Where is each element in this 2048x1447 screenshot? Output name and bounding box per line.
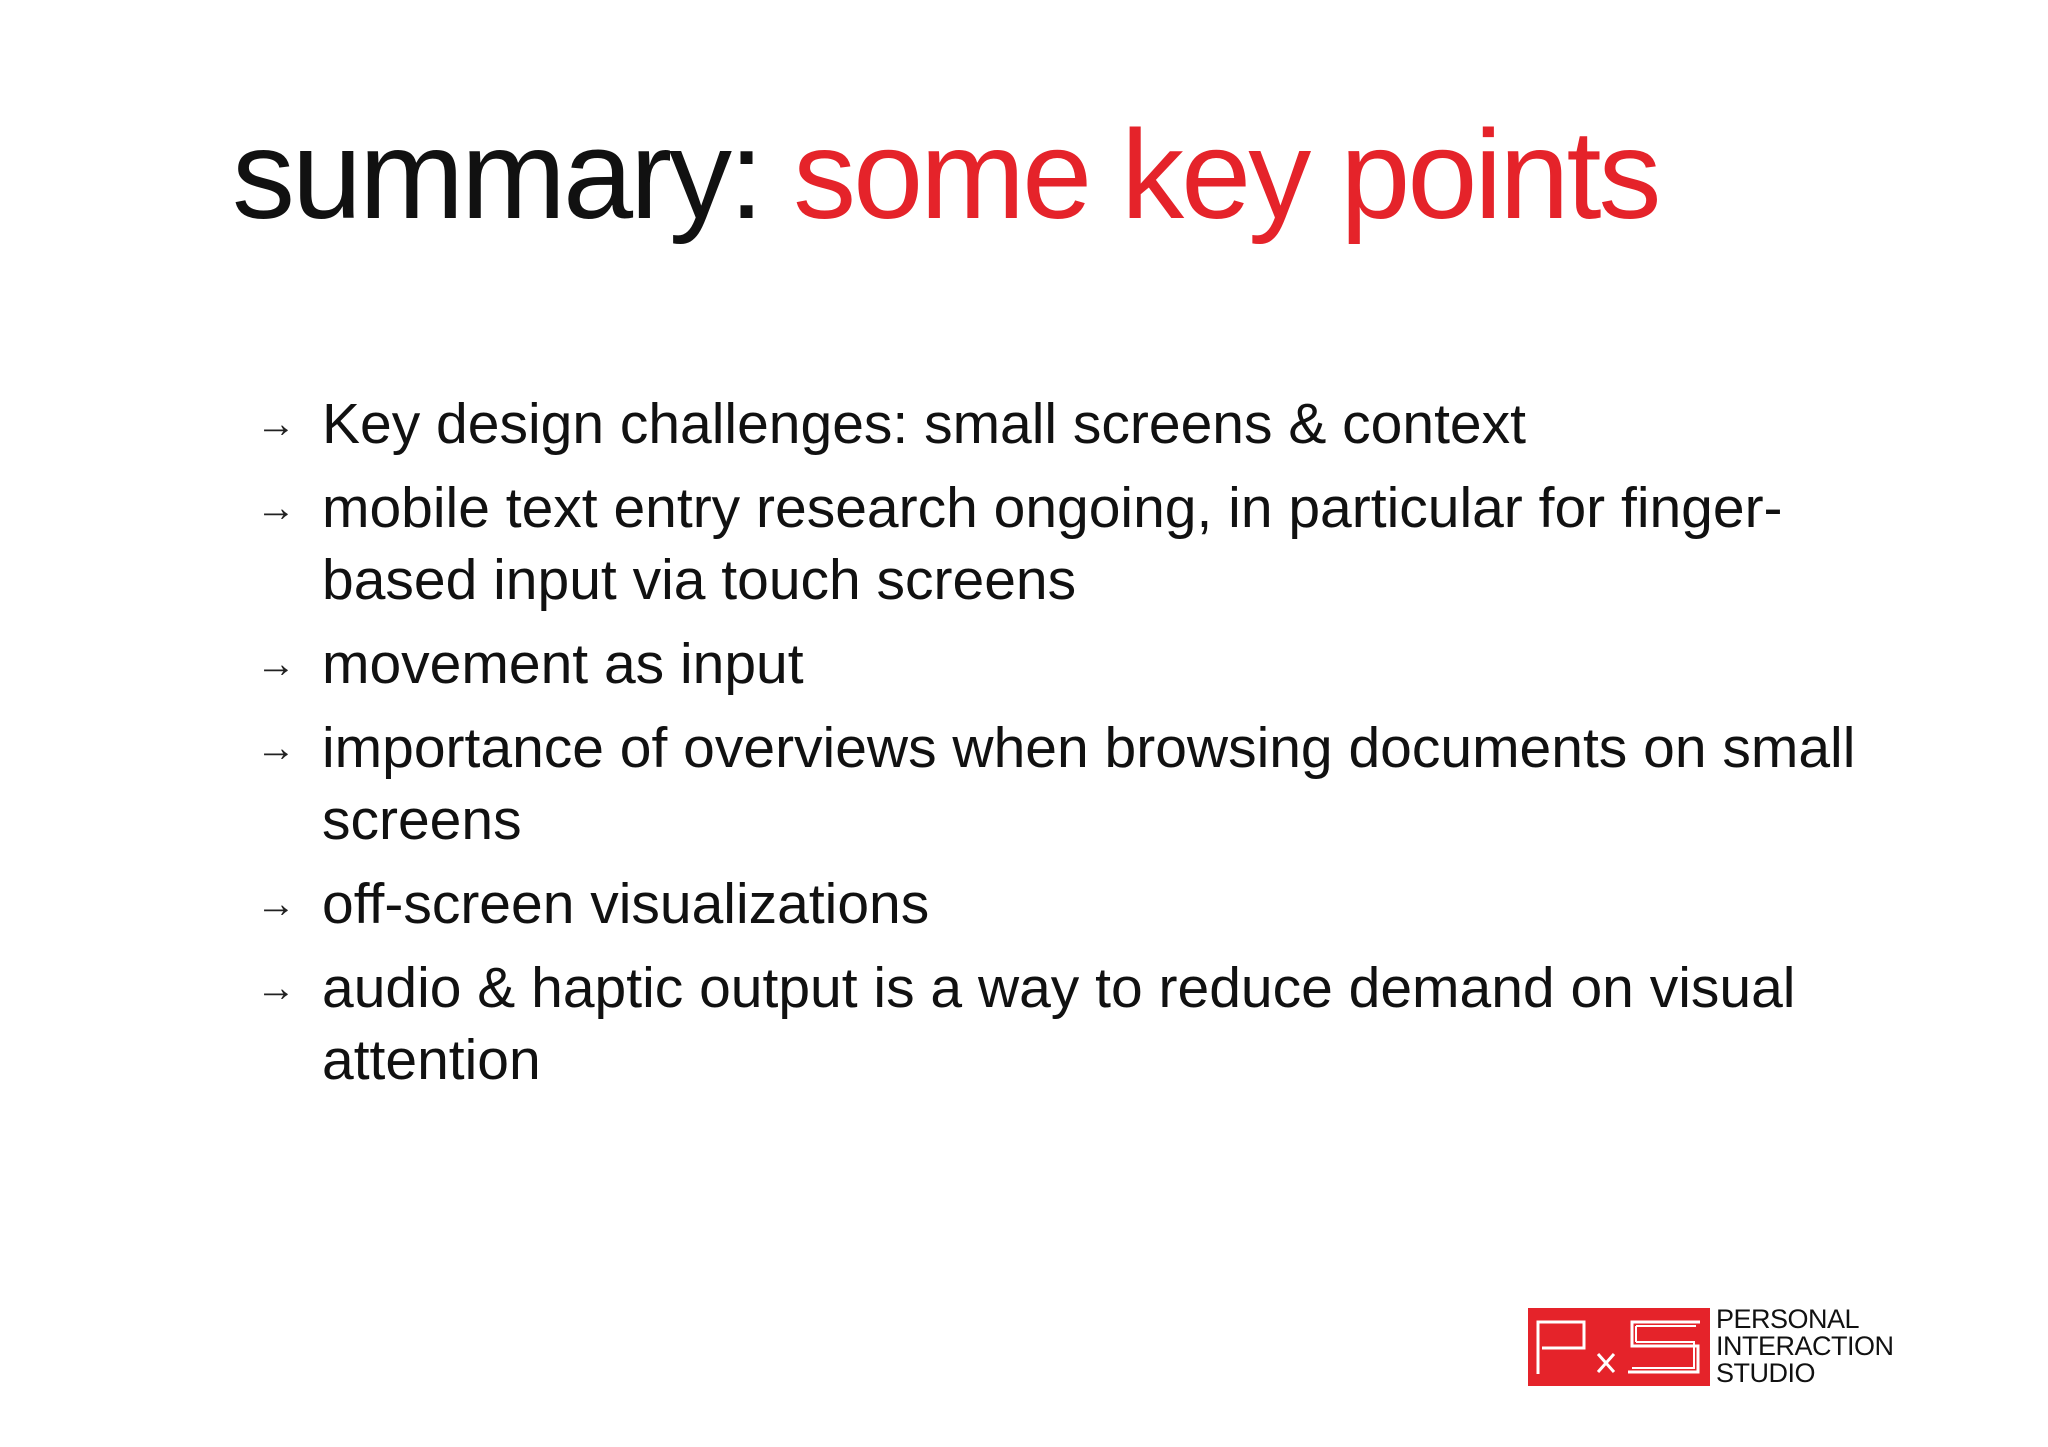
title-accent: some key points <box>793 104 1659 245</box>
pxs-logo <box>1528 1304 1894 1388</box>
bullet-list <box>256 388 1876 1108</box>
bullet-item <box>256 472 1876 616</box>
logo-line-interaction: INTERACTION <box>1716 1331 1894 1361</box>
bullet-item <box>256 712 1876 856</box>
arrow-right-icon: → <box>256 726 296 770</box>
bullet-text: Key design challenges: small screens & context <box>322 392 1526 456</box>
arrow-right-icon: → <box>256 966 296 1010</box>
title-lead: summary: <box>232 104 762 245</box>
logo-line-personal: PERSONAL <box>1716 1304 1860 1334</box>
pxs-logo-mark <box>1528 1308 1710 1386</box>
pxs-logo-text <box>1716 1306 1894 1386</box>
bullet-item <box>256 952 1876 1096</box>
bullet-text: importance of overviews when browsing documents on small screens <box>322 716 1856 852</box>
bullet-text: movement as input <box>322 632 804 696</box>
bullet-text: audio & haptic output is a way to reduce demand on visual attention <box>322 956 1796 1092</box>
arrow-right-icon: → <box>256 642 296 686</box>
bullet-item <box>256 868 1876 940</box>
arrow-right-icon: → <box>256 882 296 926</box>
bullet-text: mobile text entry research ongoing, in particular for finger-based input via touch screens <box>322 476 1783 612</box>
slide-title <box>232 104 1659 245</box>
bullet-text: off-screen visualizations <box>322 872 930 936</box>
logo-line-studio: STUDIO <box>1716 1358 1816 1388</box>
arrow-right-icon: → <box>256 486 296 530</box>
bullet-item <box>256 628 1876 700</box>
bullet-item <box>256 388 1876 460</box>
arrow-right-icon: → <box>256 402 296 446</box>
